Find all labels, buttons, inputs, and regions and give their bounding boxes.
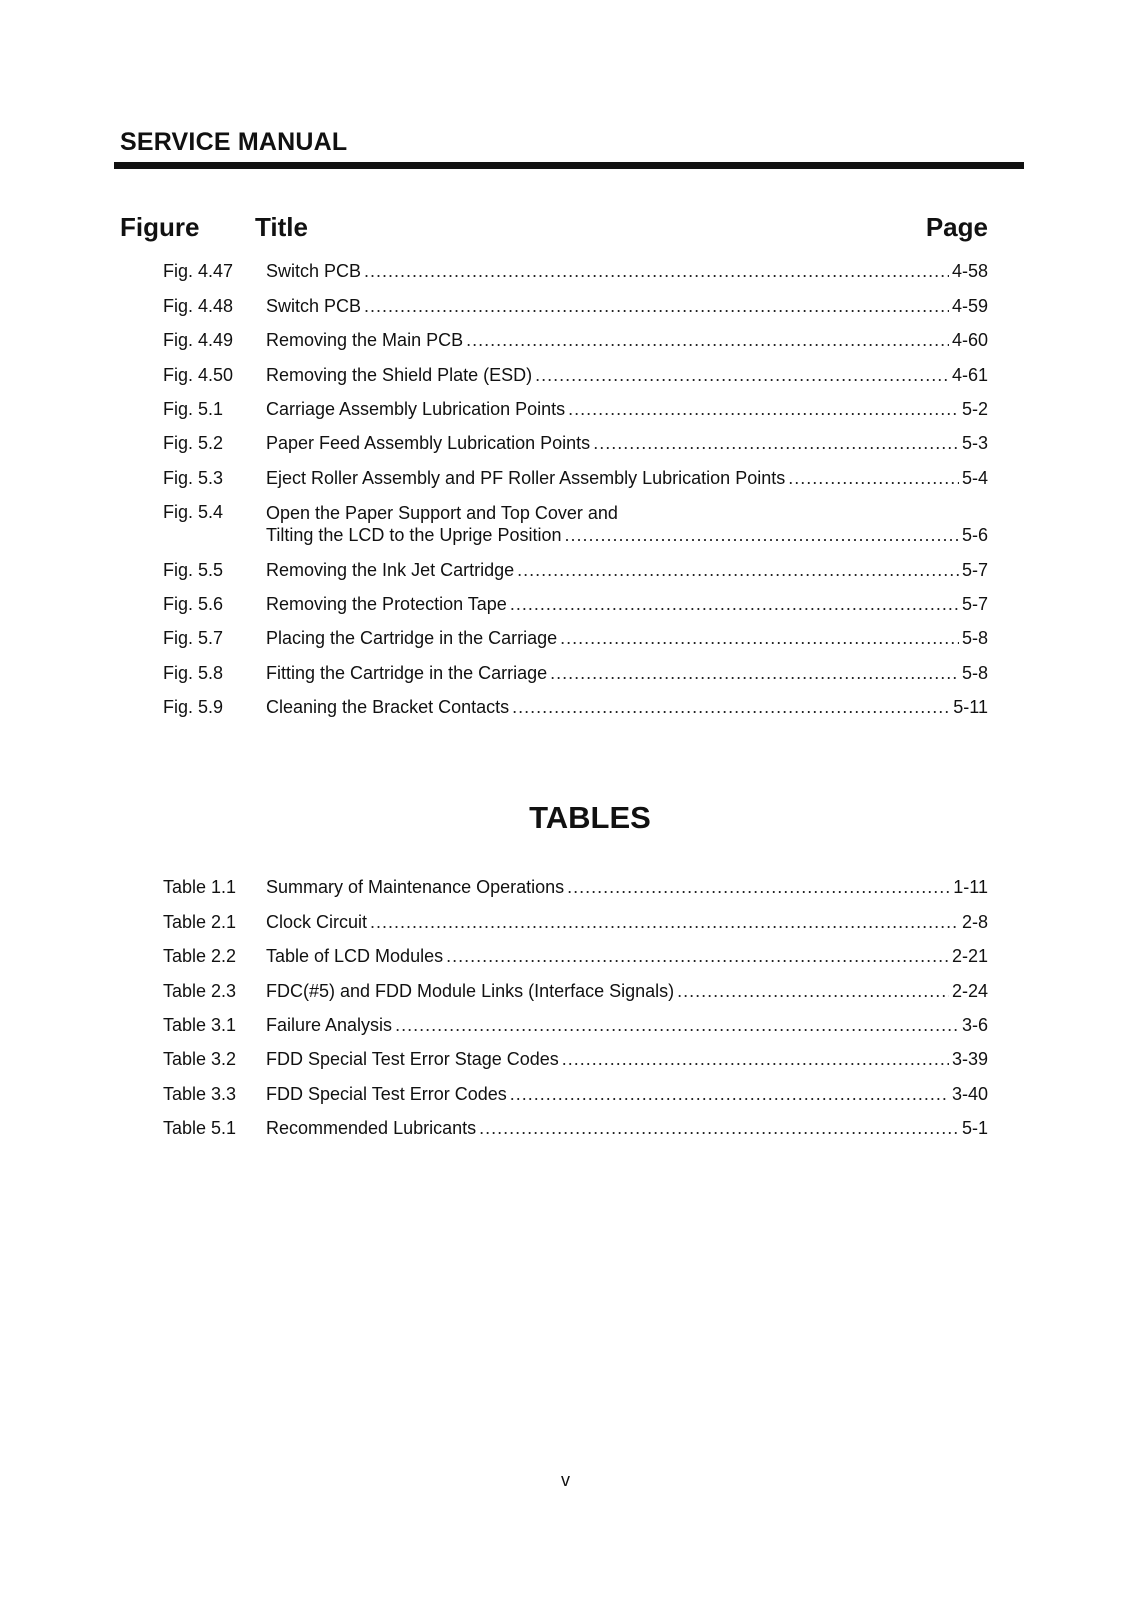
entry-title: Cleaning the Bracket Contacts <box>266 697 510 718</box>
entry-label: Fig. 5.7 <box>163 628 224 649</box>
entry-title: Recommended Lubricants <box>266 1118 477 1139</box>
entry-title: Carriage Assembly Lubrication Points <box>266 398 566 419</box>
entry-label: Fig. 5.5 <box>163 559 224 580</box>
dot-leader <box>593 432 959 454</box>
entry-label: Table 3.3 <box>163 1083 237 1104</box>
entry-page: 5-8 <box>961 628 988 649</box>
dot-leader <box>510 1083 949 1105</box>
entry-title: Clock Circuit <box>266 911 368 932</box>
entry-label: Table 5.1 <box>163 1118 237 1139</box>
toc-entry <box>163 1115 988 1149</box>
toc-entry <box>163 1080 988 1114</box>
entry-label: Table 1.1 <box>163 877 237 898</box>
entry-label: Table 2.2 <box>163 946 237 967</box>
entry-label: Fig. 5.1 <box>163 398 224 419</box>
toc-entry <box>163 1012 988 1046</box>
entry-label: Fig. 5.9 <box>163 697 224 718</box>
entry-label: Fig. 5.6 <box>163 593 224 614</box>
entry-page: 4-61 <box>951 364 988 385</box>
dot-leader <box>535 364 949 386</box>
entry-label: Fig. 5.2 <box>163 433 224 454</box>
entry-title: Placing the Cartridge in the Carriage <box>266 628 558 649</box>
entry-page: 5-7 <box>961 593 988 614</box>
entry-title: Removing the Protection Tape <box>266 593 507 614</box>
toc-entry <box>163 499 988 556</box>
dot-leader <box>512 696 950 718</box>
entry-title: FDC(#5) and FDD Module Links (Interface Signals) <box>266 980 675 1001</box>
entry-page: 5-7 <box>961 559 988 580</box>
entry-label: Table 3.2 <box>163 1049 237 1070</box>
entry-page: 5-4 <box>961 467 988 488</box>
toc-entry <box>163 396 988 430</box>
entry-title: Switch PCB <box>266 261 362 282</box>
dot-leader <box>364 295 949 317</box>
dot-leader <box>560 627 959 649</box>
toc-entry <box>163 977 988 1011</box>
entry-title: Removing the Shield Plate (ESD) <box>266 364 533 385</box>
entry-title: FDD Special Test Error Stage Codes <box>266 1049 559 1070</box>
entry-title: Table of LCD Modules <box>266 946 444 967</box>
toc-entry <box>163 1046 988 1080</box>
entry-label: Table 2.1 <box>163 911 237 932</box>
toc-entry <box>163 464 988 498</box>
toc-entry <box>163 908 988 942</box>
entry-title: Removing the Ink Jet Cartridge <box>266 559 515 580</box>
toc-entry <box>163 591 988 625</box>
dot-leader <box>788 467 959 489</box>
dot-leader <box>364 260 949 282</box>
entry-title: Tilting the LCD to the Uprige Position <box>266 525 562 546</box>
dot-leader <box>568 398 959 420</box>
entry-title-line-1: Open the Paper Support and Top Cover and <box>266 503 618 524</box>
dot-leader <box>517 559 959 581</box>
entry-title: Fitting the Cartridge in the Carriage <box>266 662 548 683</box>
toc-entry <box>163 361 988 395</box>
toc-entry <box>163 327 988 361</box>
dot-leader <box>564 524 959 546</box>
figure-list <box>163 258 988 728</box>
entry-page: 5-1 <box>961 1118 988 1139</box>
entry-page: 5-2 <box>961 398 988 419</box>
entry-label: Fig. 4.47 <box>163 261 234 282</box>
document-header-title: SERVICE MANUAL <box>120 128 348 156</box>
entry-page: 2-24 <box>951 980 988 1001</box>
entry-page: 4-59 <box>951 295 988 316</box>
entry-page: 5-8 <box>961 662 988 683</box>
toc-entry <box>163 943 988 977</box>
entry-label: Fig. 4.50 <box>163 364 234 385</box>
toc-entry <box>163 292 988 326</box>
dot-leader <box>550 662 959 684</box>
entry-page: 3-6 <box>961 1014 988 1035</box>
column-heading-page: Page <box>925 212 988 242</box>
dot-leader <box>466 329 949 351</box>
dot-leader <box>370 911 959 933</box>
toc-entry <box>163 874 988 908</box>
entry-page: 2-8 <box>961 911 988 932</box>
entry-page: 3-40 <box>951 1083 988 1104</box>
toc-entry <box>163 430 988 464</box>
entry-label: Table 3.1 <box>163 1014 237 1035</box>
dot-leader <box>677 980 949 1002</box>
entry-title: Removing the Main PCB <box>266 330 464 351</box>
entry-title: Summary of Maintenance Operations <box>266 877 565 898</box>
entry-page: 4-58 <box>951 261 988 282</box>
dot-leader <box>446 945 949 967</box>
entry-page: 5-6 <box>961 525 988 546</box>
entry-title: Paper Feed Assembly Lubrication Points <box>266 433 591 454</box>
entry-label: Fig. 5.3 <box>163 467 224 488</box>
dot-leader <box>510 593 959 615</box>
dot-leader <box>562 1048 949 1070</box>
entry-title: Eject Roller Assembly and PF Roller Assembly Lubrication Points <box>266 467 786 488</box>
entry-label: Fig. 4.48 <box>163 295 234 316</box>
entry-page: 5-3 <box>961 433 988 454</box>
entry-label: Fig. 5.8 <box>163 662 224 683</box>
entry-title: FDD Special Test Error Codes <box>266 1083 507 1104</box>
entry-title: Failure Analysis <box>266 1014 393 1035</box>
entry-page: 5-11 <box>953 697 988 718</box>
toc-entry <box>163 258 988 292</box>
dot-leader <box>567 876 950 898</box>
toc-entry <box>163 556 988 590</box>
entry-title: Switch PCB <box>266 295 362 316</box>
column-heading-title: Title <box>255 212 308 242</box>
page-number: v <box>561 1470 570 1490</box>
entry-page: 1-11 <box>953 877 988 898</box>
entry-label: Fig. 5.4 <box>163 501 224 522</box>
dot-leader <box>395 1014 959 1036</box>
entry-label: Table 2.3 <box>163 980 237 1001</box>
header-rule <box>114 162 1024 169</box>
dot-leader <box>479 1117 959 1139</box>
entry-page: 4-60 <box>951 330 988 351</box>
entry-label: Fig. 4.49 <box>163 330 234 351</box>
tables-section-heading: TABLES <box>529 800 651 835</box>
entry-page: 2-21 <box>951 946 988 967</box>
table-list <box>163 874 988 1149</box>
entry-page: 3-39 <box>951 1049 988 1070</box>
toc-entry <box>163 694 988 728</box>
toc-entry <box>163 625 988 659</box>
toc-entry <box>163 659 988 693</box>
column-heading-figure: Figure <box>120 212 200 242</box>
